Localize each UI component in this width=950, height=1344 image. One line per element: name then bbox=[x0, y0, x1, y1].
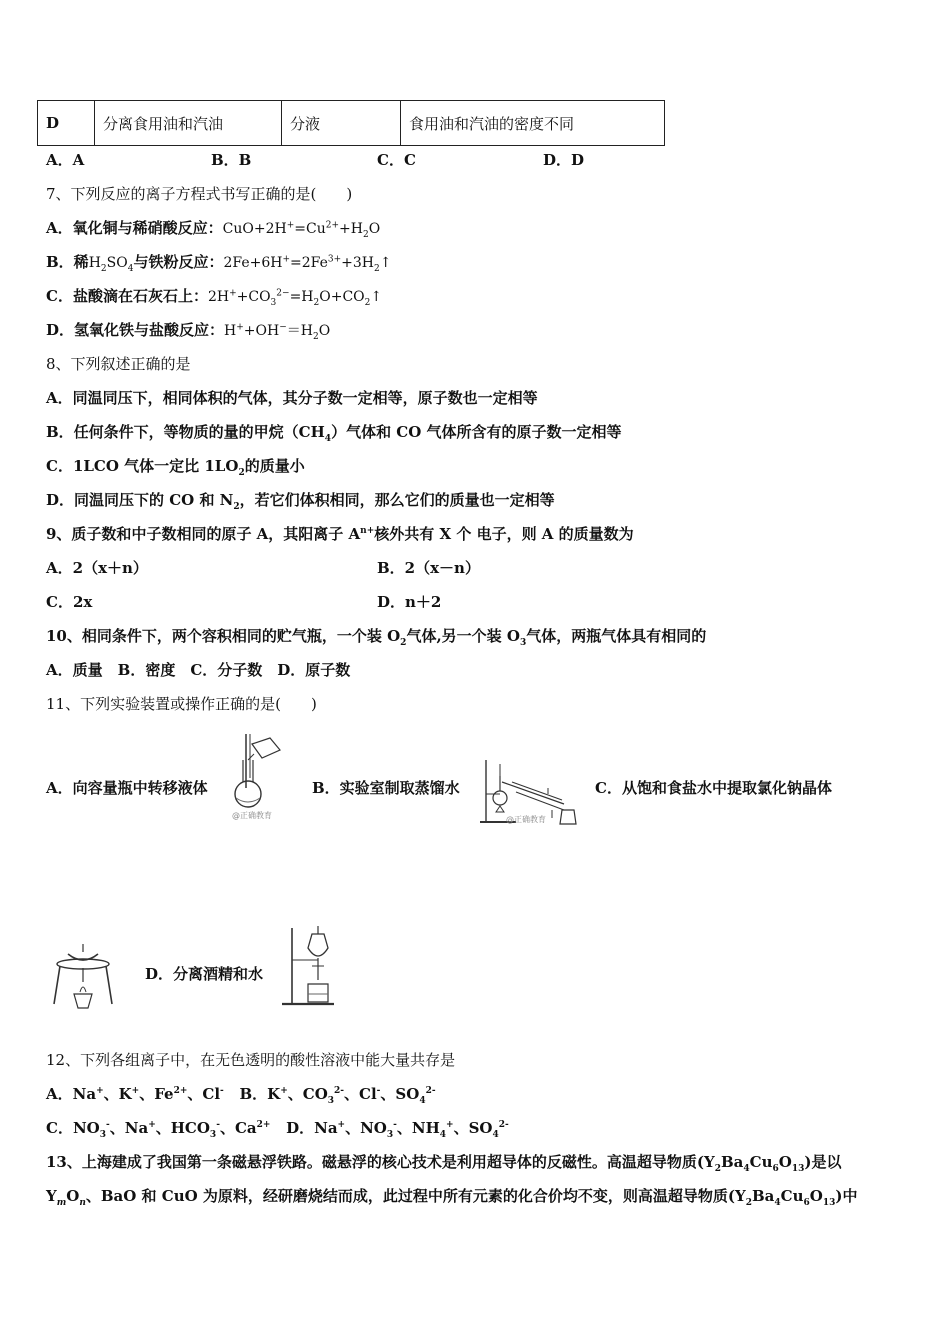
q7-option-b-mid: 与铁粉反应： bbox=[133, 253, 224, 271]
q12-stem: 12、下列各组离子中，在无色透明的酸性溶液中能大量共存是 bbox=[46, 1051, 456, 1069]
q8-option-d-post: ，若它们体积相同，那么它们的质量也一定相等 bbox=[239, 491, 555, 509]
q8-option-b-pre: B．任何条件下，等物质的量的甲烷（CH bbox=[46, 423, 325, 441]
q13-line-2-pre: Y bbox=[46, 1187, 57, 1205]
q12-option-a-label: A． bbox=[46, 1085, 73, 1103]
q8-option-b: B．任何条件下，等物质的量的甲烷$(CH_4)$气体和 CO 气体所含有的原子数一定相等 bbox=[46, 423, 622, 444]
q8-option-c-pre: C．1LCO 气体一定比 1LO bbox=[46, 457, 239, 475]
q12-option-d-label: D． bbox=[286, 1119, 315, 1137]
table-row bbox=[38, 101, 665, 146]
q9-option-d: D．n＋2 bbox=[377, 593, 442, 611]
evaporating-dish-figure bbox=[52, 942, 114, 1012]
q8-option-c: C．1LCO 气体一定比 $1LO_2$的质量小 bbox=[46, 457, 305, 478]
q12-option-b-label: B． bbox=[239, 1085, 268, 1103]
q10-stem: 10、相同条件下，两个容积相同的贮气瓶，一个装 $O_2$气体,另一个装 $O_3$气体，两瓶气体具有相同的 bbox=[46, 627, 707, 648]
q6-option-c: C．C bbox=[377, 151, 416, 169]
separatory-funnel-figure bbox=[278, 924, 340, 1010]
q8-option-b-post: ）气体和 CO 气体所含有的原子数一定相等 bbox=[331, 423, 622, 441]
q13-line-1-post: )是以 bbox=[804, 1153, 842, 1171]
q12-option-c-label: C． bbox=[46, 1119, 73, 1137]
q9-stem-post: 核外共有 X 个 电子，则 A 的质量数为 bbox=[374, 525, 634, 543]
q7-option-c-text: C．盐酸滴在石灰石上： bbox=[46, 287, 208, 305]
q11-option-b: B．实验室制取蒸馏水 bbox=[312, 779, 460, 797]
experiment-table bbox=[37, 100, 665, 146]
q11-stem: 11、下列实验装置或操作正确的是( ) bbox=[46, 695, 317, 713]
table-cell-method: 分液 bbox=[282, 101, 401, 146]
q7-option-d: D．氢氧化铁与盐酸反应：$H^++OH^-=H_2O$ bbox=[46, 321, 331, 342]
q7-option-a: A．氧化铜与稀硝酸反应：$CuO+2H^+=Cu^{2+}+H_2O$ bbox=[46, 219, 381, 240]
q8-option-c-post: 的质量小 bbox=[244, 457, 305, 475]
q7-option-a-text: A．氧化铜与稀硝酸反应： bbox=[46, 219, 223, 237]
q11-figure-watermark-2: @正确教育 bbox=[506, 815, 546, 824]
q10-stem-1: 10、相同条件下，两个容积相同的贮气瓶，一个装 O bbox=[46, 627, 401, 645]
q13-line-2: $Y_mO_n$、BaO 和 CuO 为原料，经研磨烧结而成，此过程中所有元素的化合价均不变，则高温超导物质$(Y_2Ba_4Cu_6O_{13})$中 bbox=[46, 1187, 858, 1208]
q12-options-cd: C．$NO_3^-$、Na+、$HCO_3^-$、$Ca^{2+}$ D．Na+、$NO_3^-$、$NH_4^+$、$SO_4^{2-}$ bbox=[46, 1119, 509, 1140]
q8-option-a: A．同温同压下，相同体积的气体，其分子数一定相等，原子数也一定相等 bbox=[46, 389, 538, 407]
q8-stem: 8、下列叙述正确的是 bbox=[46, 355, 191, 373]
q9-option-a: A．2（x＋n） bbox=[46, 559, 148, 577]
q12-options-ab: A．Na+、K+、$Fe^{2+}$、Cl- B．K+、$CO_3^{2-}$、Cl-、$SO_4^{2-}$ bbox=[46, 1085, 436, 1106]
q13-line-1-pre: 13、上海建成了我国第一条磁悬浮铁路。磁悬浮的核心技术是利用超导体的反磁性。高温超导物质(Y bbox=[46, 1153, 715, 1171]
q11-option-c: C．从饱和食盐水中提取氯化钠晶体 bbox=[595, 779, 832, 797]
q9-option-c: C．2x bbox=[46, 593, 93, 611]
q13-line-2-mid: 、BaO 和 CuO 为原料，经研磨烧结而成，此过程中所有元素的化合价均不变，则高温超导物质(Y bbox=[85, 1187, 746, 1205]
q9-stem: 9、质子数和中子数相同的原子 A，其阳离子 $A^{n+}$核外共有 X 个 电子，则 A 的质量数为 bbox=[46, 525, 634, 543]
q11-option-d: D．分离酒精和水 bbox=[145, 965, 264, 983]
q13-line-1: 13、上海建成了我国第一条磁悬浮铁路。磁悬浮的核心技术是利用超导体的反磁性。高温超导物质$(Y_2Ba_4Cu_6O_{13})$是以 bbox=[46, 1153, 842, 1174]
q8-option-d: D．同温同压下的 CO 和 $N_2$，若它们体积相同，那么它们的质量也一定相等 bbox=[46, 491, 555, 512]
q7-option-b: B．稀$H_2SO_4$与铁粉反应：$2Fe+6H^+=2Fe^{3+}+3H_2↑$ bbox=[46, 253, 392, 274]
q11-figure-watermark: @正确教育 bbox=[232, 811, 272, 820]
q6-option-a: A．A bbox=[46, 151, 85, 169]
table-cell-label: D bbox=[38, 101, 95, 146]
distillation-apparatus-figure bbox=[476, 758, 582, 828]
q7-option-d-text: D．氢氧化铁与盐酸反应： bbox=[46, 321, 225, 339]
volumetric-flask-figure bbox=[224, 730, 288, 820]
q10-stem-2: 气体,另一个装 O bbox=[406, 627, 520, 645]
q9-option-b: B．2（x－n） bbox=[377, 559, 480, 577]
q10-options: A．质量 B．密度 C．分子数 D．原子数 bbox=[46, 661, 351, 679]
table-cell-reason: 食用油和汽油的密度不同 bbox=[401, 101, 665, 146]
q13-line-2-post: )中 bbox=[835, 1187, 858, 1205]
q9-stem-pre: 9、质子数和中子数相同的原子 A，其阳离子 A bbox=[46, 525, 361, 543]
q7-option-b-text: B．稀 bbox=[46, 253, 89, 271]
q7-option-c: C．盐酸滴在石灰石上：$2H^++CO_3^{2-}=H_2O+CO_2↑$ bbox=[46, 287, 383, 308]
table-cell-purpose: 分离食用油和汽油 bbox=[95, 101, 282, 146]
q6-option-d: D．D bbox=[543, 151, 585, 169]
q6-option-b: B．B bbox=[211, 151, 252, 169]
q8-option-d-pre: D．同温同压下的 CO 和 N bbox=[46, 491, 234, 509]
q10-stem-3: 气体，两瓶气体具有相同的 bbox=[526, 627, 707, 645]
q7-stem: 7、下列反应的离子方程式书写正确的是( ) bbox=[46, 185, 353, 203]
q11-option-a: A．向容量瓶中转移液体 bbox=[46, 779, 208, 797]
